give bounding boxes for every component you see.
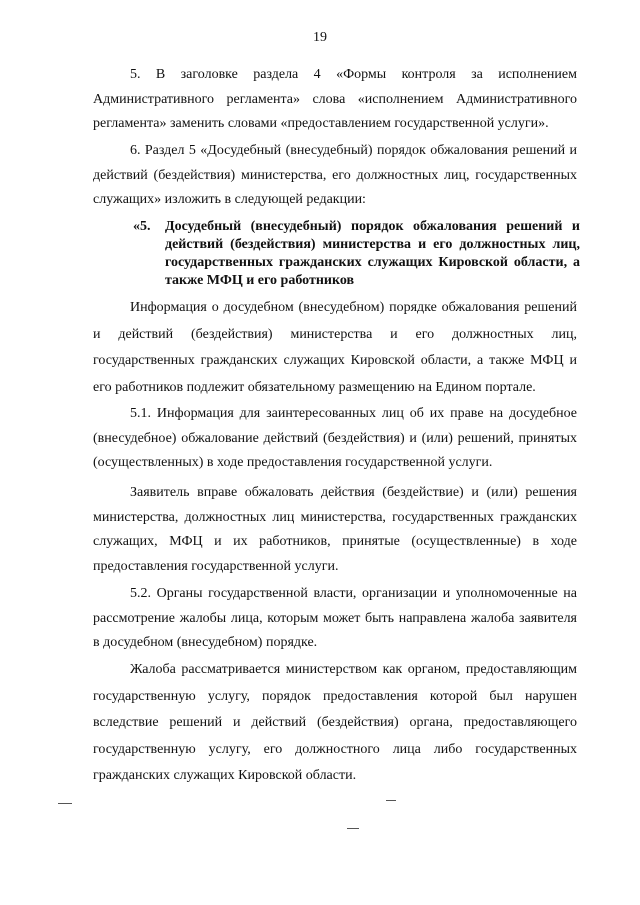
paragraph-info: Информация о досудебном (внесудебном) порядке обжалования решений и действий (бездействия) министерства и его должностных лиц, государственных гражданских служащих Кировской области, а также МФЦ и его работников подлежит обязательному размещению на Едином портале. bbox=[93, 300, 577, 395]
scan-mark bbox=[58, 803, 72, 804]
section-title: Досудебный (внесудебный) порядок обжалования решений и действий (бездействия) министерства и его должностных лиц, государственных гражданских служащих Кировской области, а также МФЦ и его работников bbox=[165, 219, 580, 288]
scan-mark bbox=[386, 800, 396, 801]
page-number: 19 bbox=[313, 30, 327, 45]
paragraph-complaint: Жалоба рассматривается министерством как органом, предоставляющим государственную услугу, порядок предоставления которой был нарушен вследствие решений и действий (бездействия) органа, предоставляющего государственную услугу, его должностного лица либо государственных гражданских служащих Кировской области. bbox=[93, 662, 577, 783]
paragraph-5-2: 5.2. Органы государственной власти, организации и уполномоченные на рассмотрение жалобы лица, которым может быть направлена жалоба заявителя в досудебном (внесудебном) порядке. bbox=[93, 586, 577, 650]
paragraph-item-5: 5. В заголовке раздела 4 «Формы контроля за исполнением Административного регламента» слова «исполнением Административного регламента» заменить словами «предоставлением государственной услуги». bbox=[93, 67, 577, 131]
section-number: «5. bbox=[133, 219, 151, 234]
scan-mark bbox=[347, 828, 359, 829]
paragraph-applicant: Заявитель вправе обжаловать действия (бездействие) и (или) решения министерства, должностных лиц министерства, государственных гражданских служащих, МФЦ и их работников, принятые (осуществленные) в ходе предоставления государственной услуги. bbox=[93, 485, 577, 574]
paragraph-5-1: 5.1. Информация для заинтересованных лиц об их праве на досудебное (внесудебное) обжалование действий (бездействия) и (или) решений, принятых (осуществленных) в ходе предоставления государственной услуги. bbox=[93, 406, 577, 470]
section-5-heading bbox=[133, 218, 580, 290]
paragraph-item-6: 6. Раздел 5 «Досудебный (внесудебный) порядок обжалования решений и действий (бездействия) министерства, его должностных лиц, государственных служащих» изложить в следующей редакции: bbox=[93, 143, 577, 207]
